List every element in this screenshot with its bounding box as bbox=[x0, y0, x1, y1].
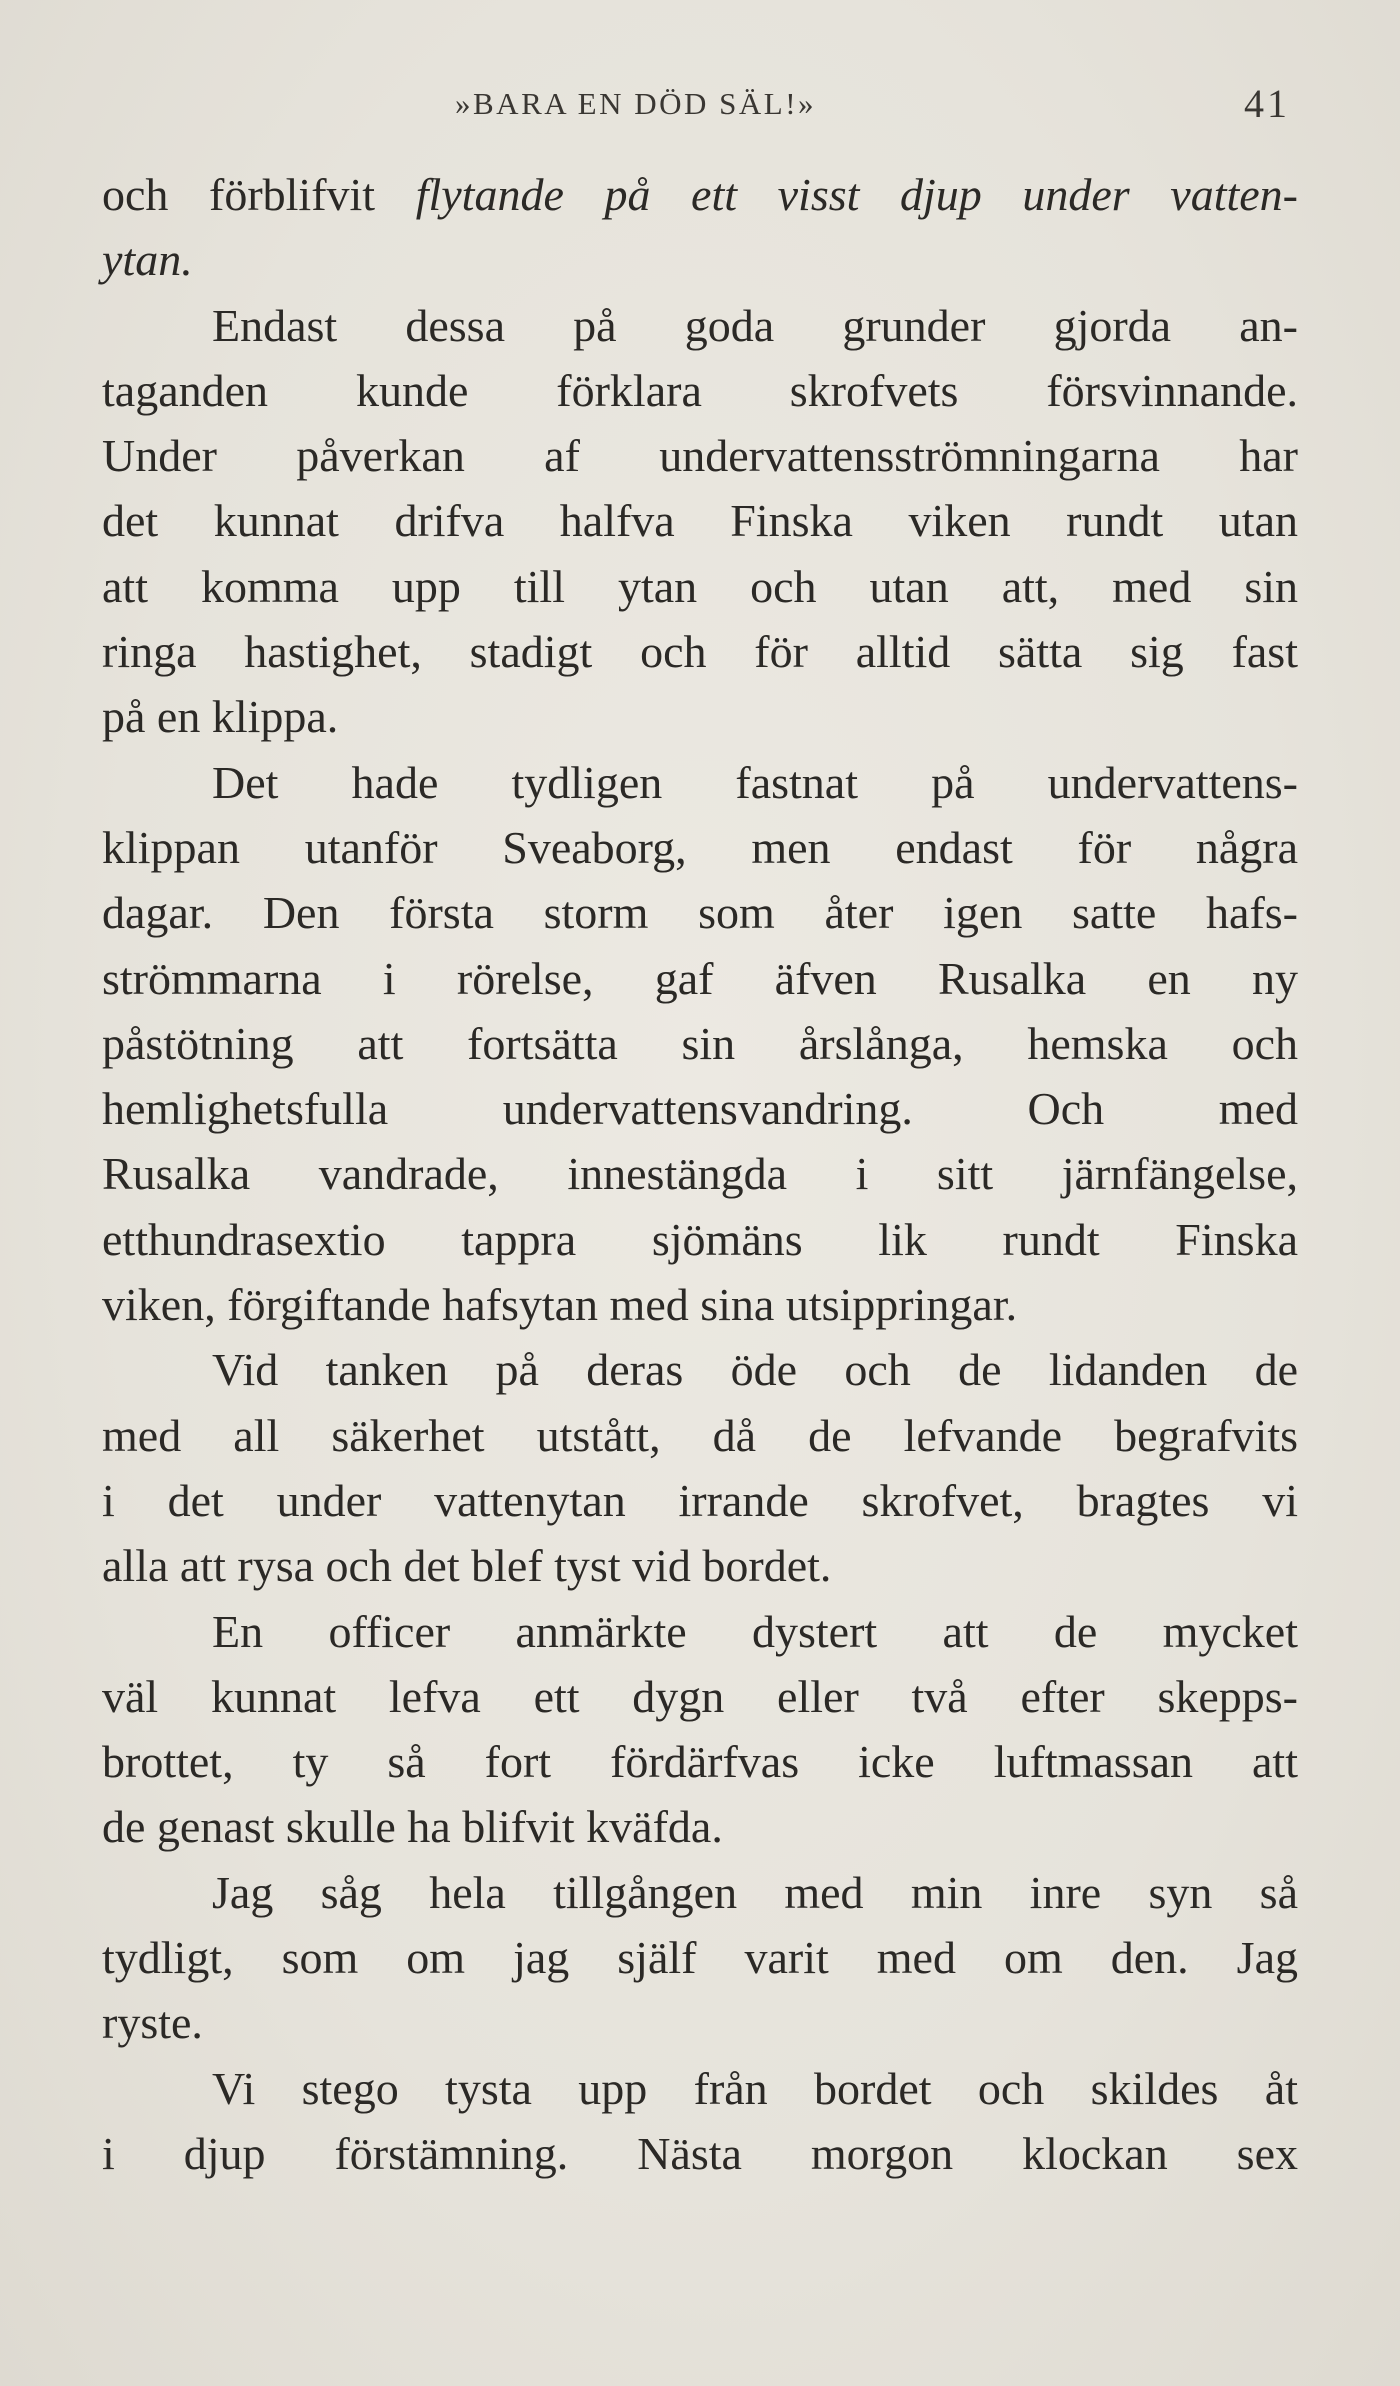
italic-text: ytan. bbox=[102, 234, 193, 286]
text-segment: Endast dessa på goda grunder gjorda an- bbox=[212, 299, 1298, 351]
text-line bbox=[102, 1925, 1298, 1990]
text-line bbox=[102, 1337, 1298, 1402]
text-line bbox=[102, 1207, 1298, 1272]
text-segment: med all säkerhet utstått, då de lefvande begrafvits bbox=[102, 1409, 1298, 1461]
text-segment: Jag såg hela tillgången med min inre syn så bbox=[212, 1866, 1298, 1918]
text-line bbox=[102, 423, 1298, 488]
text-line bbox=[102, 1076, 1298, 1141]
body-text bbox=[102, 162, 1298, 2186]
text-line bbox=[102, 684, 1298, 749]
text-segment: det kunnat drifva halfva Finska viken rundt utan bbox=[102, 495, 1298, 547]
text-line bbox=[102, 2121, 1298, 2186]
text-line bbox=[102, 1990, 1298, 2055]
text-line bbox=[102, 1794, 1298, 1859]
text-segment: ryste. bbox=[102, 1997, 203, 2049]
text-segment: etthundrasextio tappra sjömäns lik rundt Finska bbox=[102, 1213, 1298, 1265]
text-line bbox=[102, 750, 1298, 815]
text-segment: Vi stego tysta upp från bordet och skildes åt bbox=[212, 2062, 1298, 2114]
text-segment: Rusalka vandrade, innestängda i sitt järnfängelse, bbox=[102, 1148, 1298, 1200]
text-segment: och förblifvit bbox=[102, 169, 416, 220]
text-line bbox=[102, 293, 1298, 358]
text-segment: ringa hastighet, stadigt och för alltid sätta sig fast bbox=[102, 626, 1298, 678]
text-line bbox=[102, 1860, 1298, 1925]
text-line bbox=[102, 2056, 1298, 2121]
text-line bbox=[102, 1729, 1298, 1794]
text-line bbox=[102, 488, 1298, 553]
text-line bbox=[102, 1533, 1298, 1598]
text-line bbox=[102, 1403, 1298, 1468]
text-segment: att komma upp till ytan och utan att, med sin bbox=[102, 560, 1298, 612]
text-line bbox=[102, 554, 1298, 619]
text-line bbox=[102, 227, 1298, 292]
text-line bbox=[102, 815, 1298, 880]
text-segment: de genast skulle ha blifvit kväfda. bbox=[102, 1801, 723, 1853]
text-line bbox=[102, 880, 1298, 945]
text-segment: klippan utanför Sveaborg, men endast för några bbox=[102, 821, 1298, 873]
text-segment: dagar. Den första storm som åter igen satte hafs- bbox=[102, 887, 1298, 939]
text-line bbox=[102, 162, 1298, 227]
text-segment: Vid tanken på deras öde och de lidanden de bbox=[212, 1344, 1298, 1396]
text-segment: taganden kunde förklara skrofvets försvinnande. bbox=[102, 364, 1298, 416]
text-segment: viken, förgiftande hafsytan med sina utsippringar. bbox=[102, 1279, 1018, 1331]
text-segment: på en klippa. bbox=[102, 691, 339, 743]
page-header bbox=[0, 80, 1400, 140]
text-segment: Det hade tydligen fastnat på undervattens- bbox=[212, 756, 1298, 808]
text-segment: Under påverkan af undervattensströmningarna har bbox=[102, 430, 1298, 482]
text-segment: brottet, ty så fort fördärfvas icke luftmassan att bbox=[102, 1736, 1298, 1788]
text-segment: i det under vattenytan irrande skrofvet, bragtes vi bbox=[102, 1474, 1298, 1526]
text-segment: i djup förstämning. Nästa morgon klockan sex bbox=[102, 2127, 1298, 2179]
text-line bbox=[102, 619, 1298, 684]
text-line bbox=[102, 1468, 1298, 1533]
text-line bbox=[102, 1011, 1298, 1076]
text-segment: En officer anmärkte dystert att de mycket bbox=[212, 1605, 1298, 1657]
text-segment: påstötning att fortsätta sin årslånga, hemska och bbox=[102, 1017, 1298, 1069]
text-line bbox=[102, 1599, 1298, 1664]
italic-text: flytande på ett visst djup under vatten- bbox=[415, 169, 1298, 220]
text-line bbox=[102, 1664, 1298, 1729]
running-head: »BARA EN DÖD SÄL!» bbox=[455, 86, 817, 121]
text-line bbox=[102, 1272, 1298, 1337]
text-segment: väl kunnat lefva ett dygn eller två efter skepps- bbox=[102, 1670, 1298, 1722]
text-segment: tydligt, som om jag själf varit med om den. Jag bbox=[102, 1932, 1298, 1984]
text-line bbox=[102, 1141, 1298, 1206]
text-line bbox=[102, 358, 1298, 423]
text-segment: hemlighetsfulla undervattensvandring. Och med bbox=[102, 1083, 1298, 1135]
text-line bbox=[102, 946, 1298, 1011]
page-number: 41 bbox=[1244, 81, 1290, 126]
text-segment: strömmarna i rörelse, gaf äfven Rusalka en ny bbox=[102, 952, 1298, 1004]
text-segment: alla att rysa och det blef tyst vid bordet. bbox=[102, 1540, 832, 1592]
